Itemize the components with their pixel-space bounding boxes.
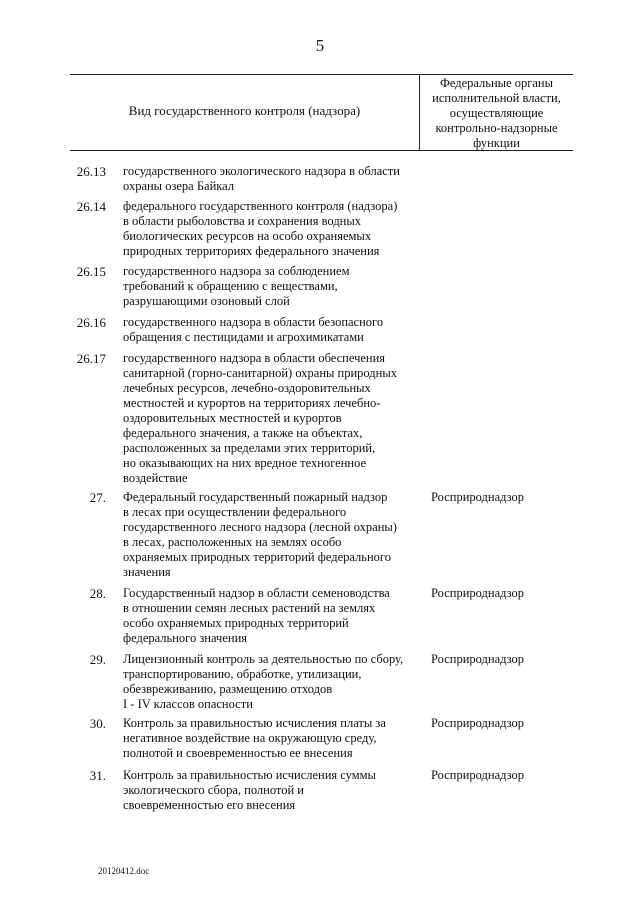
row-agency: Росприроднадзор — [431, 490, 524, 504]
row-agency: Росприроднадзор — [431, 586, 524, 600]
row-number: 26.15 — [76, 264, 106, 279]
row-number: 27. — [89, 490, 106, 505]
page-number: 5 — [315, 36, 325, 55]
row-text: Контроль за правильностью исчисления платы за негативное воздействие на окружающую среду, полнотой и своевременностью ее внесения — [123, 716, 386, 760]
row-text: государственного надзора за соблюдением требований к обращению с веществами, разрушающими озоновый слой — [123, 264, 350, 308]
row-text: государственного надзора в области обеспечения санитарной (горно-санитарной) охраны природных лечебных ресурсов, лечебно-оздоровительных местностей и курортов на территориях лечебно- оздоровительных местностей и курортов федерального значения, а также на объектах, расположенных за пределами этих территорий, но оказывающих на них вредное техногенное воздействие — [123, 351, 397, 485]
row-number: 26.14 — [76, 199, 106, 214]
row-number: 30. — [89, 716, 106, 731]
row-number: 29. — [89, 652, 106, 667]
row-text: Государственный надзор в области семеноводства в отношении семян лесных растений на землях особо охраняемых природных территорий федерального значения — [123, 586, 390, 645]
row-agency: Росприроднадзор — [431, 652, 524, 666]
row-text: государственного надзора в области безопасного обращения с пестицидами и агрохимикатами — [123, 315, 384, 344]
row-number: 26.16 — [76, 315, 106, 330]
file-name-footer: 20120412.doc — [98, 866, 150, 876]
row-text: федерального государственного контроля (надзора) в области рыболовства и сохранения водных биологических ресурсов на особо охраняемых природных территориях федерального значения — [123, 199, 398, 258]
row-agency: Росприроднадзор — [431, 768, 524, 782]
header-federal-bodies: Федеральные органы исполнительной власти, осуществляющие контрольно-надзорные функции — [432, 76, 561, 150]
header-top-rule — [70, 74, 573, 75]
row-agency: Росприроднадзор — [431, 716, 524, 730]
row-number: 31. — [89, 768, 106, 783]
row-number: 26.13 — [76, 164, 106, 179]
row-text: Лицензионный контроль за деятельностью по сбору, транспортированию, обработке, утилизации, обезвреживанию, размещению отходов I - IV классов опасности — [123, 652, 404, 711]
row-number: 28. — [89, 586, 106, 601]
row-text: Контроль за правильностью исчисления суммы экологического сбора, полнотой и своевременностью его внесения — [123, 768, 376, 812]
row-text: государственного экологического надзора в области охраны озера Байкал — [123, 164, 400, 193]
row-number: 26.17 — [76, 351, 106, 366]
header-control-type: Вид государственного контроля (надзора) — [128, 103, 361, 118]
row-text: Федеральный государственный пожарный надзор в лесах при осуществлении федерального государственного лесного надзора (лесной охраны) в лесах, расположенных на землях особо охраняемых природных территорий федерального значения — [123, 490, 397, 579]
